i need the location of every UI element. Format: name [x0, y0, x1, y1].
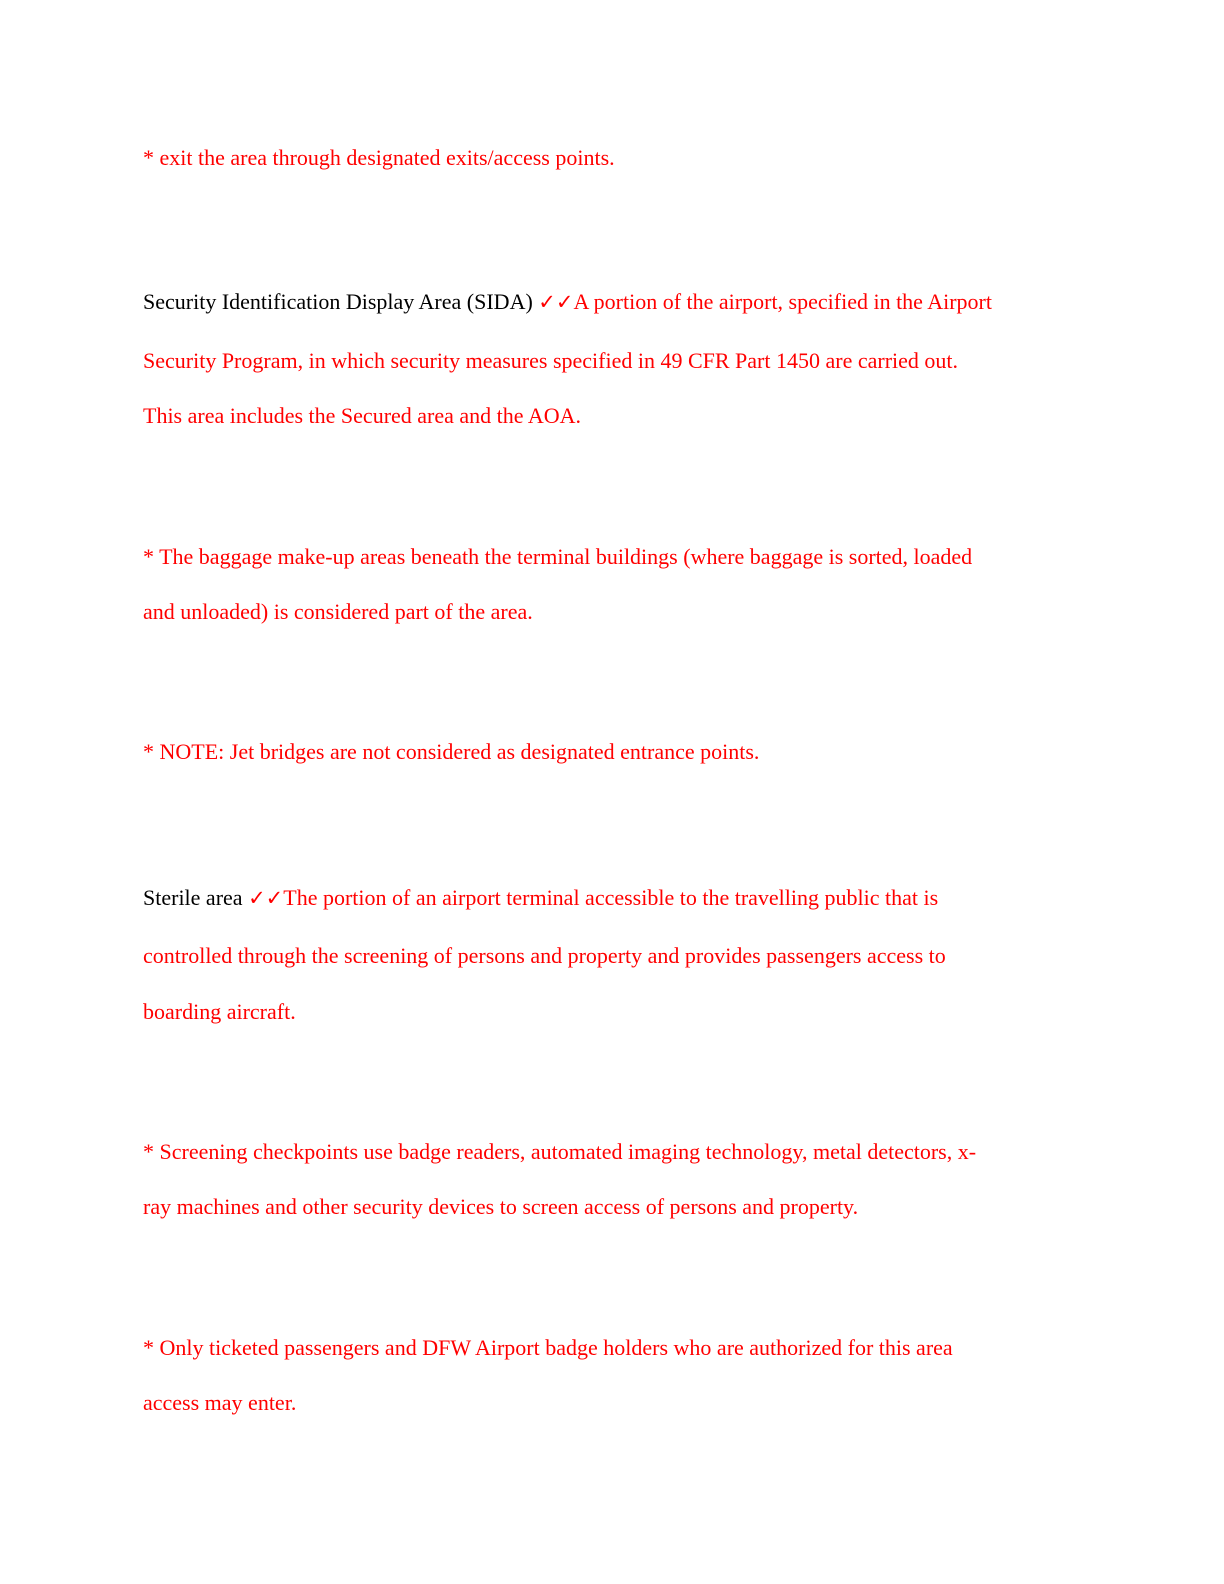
ticketed-passengers-bullet-line-2: access may enter.	[143, 1390, 297, 1415]
screening-bullet-line-2: ray machines and other security devices to screen access of persons and property.	[143, 1194, 859, 1219]
sterile-definition-line-2: controlled through the screening of persons and property and provides passengers access to	[143, 943, 946, 968]
sida-definition-line-2: Security Program, in which security measures specified in 49 CFR Part 1450 are carried out.	[143, 348, 959, 373]
sterile-term: Sterile area	[143, 885, 249, 910]
sterile-definition-line-3: boarding aircraft.	[143, 999, 296, 1024]
baggage-bullet-line-1: * The baggage make-up areas beneath the terminal buildings (where baggage is sorted, loaded	[143, 544, 973, 569]
sida-definition-text: A portion of the airport, specified in the Airport	[573, 289, 992, 314]
double-check-icon: ✓✓	[538, 290, 574, 314]
baggage-bullet-line-2: and unloaded) is considered part of the area.	[143, 599, 533, 624]
jet-bridge-note: * NOTE: Jet bridges are not considered as designated entrance points.	[143, 739, 760, 764]
exit-area-bullet: * exit the area through designated exits/access points.	[143, 145, 615, 170]
ticketed-passengers-bullet-line-1: * Only ticketed passengers and DFW Airport badge holders who are authorized for this area	[143, 1335, 953, 1360]
screening-bullet-line-1: * Screening checkpoints use badge readers, automated imaging technology, metal detectors, x-	[143, 1139, 977, 1164]
sida-term: Security Identification Display Area (SIDA)	[143, 289, 539, 314]
sida-definition-line-3: This area includes the Secured area and the AOA.	[143, 403, 581, 428]
double-check-icon: ✓✓	[248, 886, 284, 910]
sterile-definition-text: The portion of an airport terminal accessible to the travelling public that is	[283, 885, 939, 910]
sida-definition-line-1	[143, 291, 992, 313]
sterile-definition-line-1	[143, 887, 938, 909]
